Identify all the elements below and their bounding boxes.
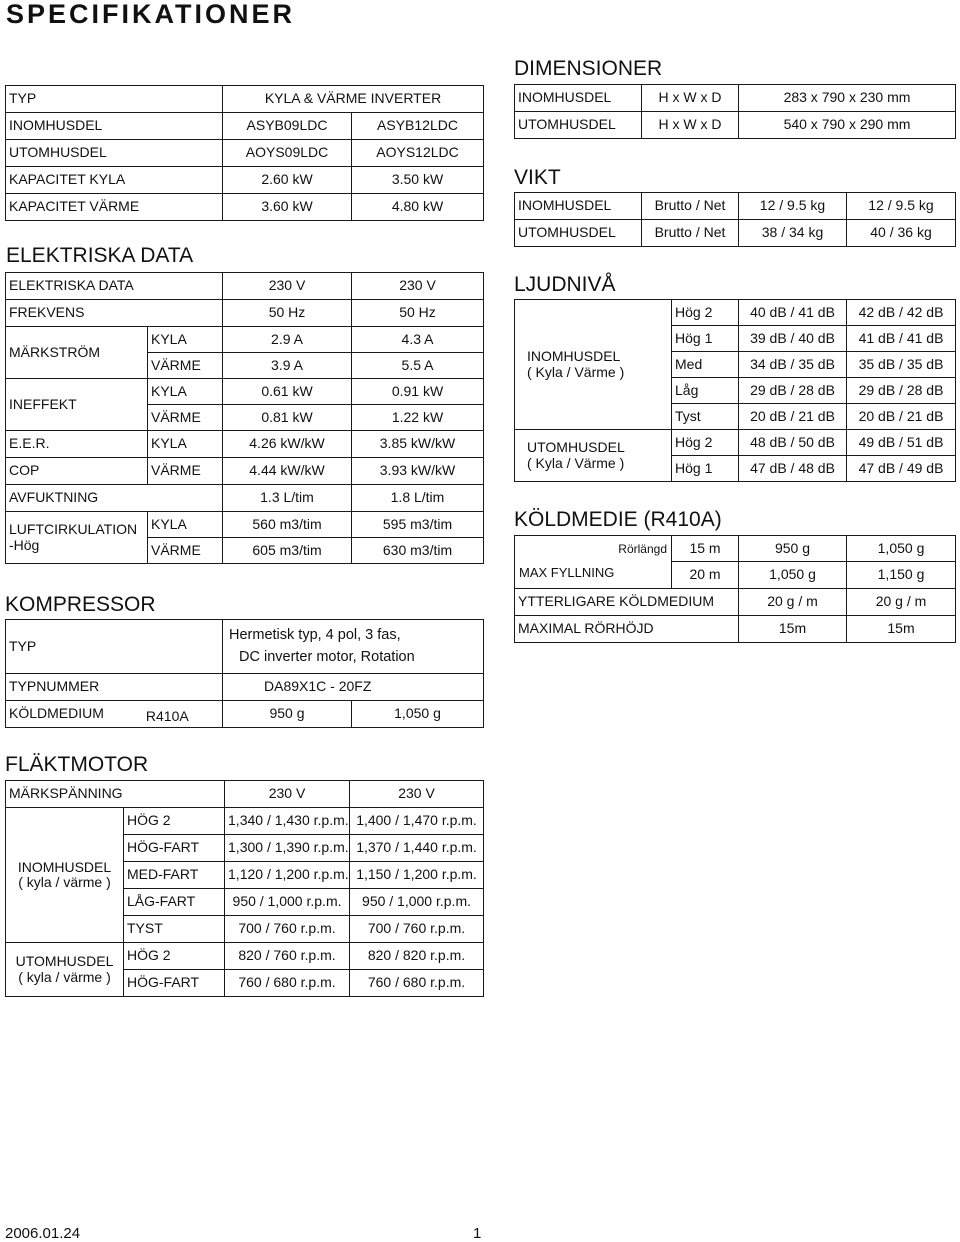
dim-inomhusdel-value: 283 x 790 x 230 mm bbox=[739, 85, 956, 112]
ljud-utomhusdel-line1: UTOMHUSDEL bbox=[527, 439, 625, 456]
vikt-utomhusdel-a: 38 / 34 kg bbox=[739, 220, 847, 247]
maximal-rorhojd-label: MAXIMAL RÖRHÖJD bbox=[515, 616, 739, 643]
max-fyllning-text: MAX FYLLNING bbox=[519, 565, 615, 581]
kapacitet-kyla-b: 3.50 kW bbox=[352, 167, 484, 194]
flakt-inom-mode: HÖG-FART bbox=[124, 835, 225, 862]
avfuktning-b: 1.8 L/tim bbox=[352, 485, 484, 512]
flaktmotor-table bbox=[5, 780, 484, 997]
ljud-inomhusdel-line1: INOMHUSDEL bbox=[527, 348, 621, 365]
typnummer-value: DA89X1C - 20FZ bbox=[223, 674, 484, 701]
ineffekt-varme-label: VÄRME bbox=[148, 405, 223, 431]
flakt-inom-mode: TYST bbox=[124, 916, 225, 943]
maximal-rorhojd-a: 15m bbox=[739, 616, 847, 643]
markstrom-varme-a: 3.9 A bbox=[223, 353, 352, 379]
luftcirkulation-label-line1: LUFTCIRKULATION bbox=[9, 521, 138, 538]
page-title: SPECIFIKATIONER bbox=[6, 0, 296, 29]
flakt-utom-a: 760 / 680 r.p.m. bbox=[225, 970, 350, 997]
flakt-inom-mode: MED-FART bbox=[124, 862, 225, 889]
flakt-utomhusdel-line1: UTOMHUSDEL bbox=[15, 953, 114, 970]
utomhusdel-model-a: AOYS09LDC bbox=[223, 140, 352, 167]
vikt-utomhusdel-unit: Brutto / Net bbox=[642, 220, 739, 247]
kompressor-typ-value bbox=[223, 620, 484, 674]
cop-b: 3.93 kW/kW bbox=[352, 458, 484, 485]
ljud-inom-a: 20 dB / 21 dB bbox=[739, 404, 847, 430]
ineffekt-varme-a: 0.81 kW bbox=[223, 405, 352, 431]
kapacitet-varme-a: 3.60 kW bbox=[223, 194, 352, 221]
koldmedium-a: 950 g bbox=[223, 701, 352, 728]
markstrom-varme-b: 5.5 A bbox=[352, 353, 484, 379]
flakt-inomhusdel-label bbox=[6, 808, 124, 943]
flakt-inom-b: 700 / 760 r.p.m. bbox=[350, 916, 484, 943]
ljud-utom-b: 49 dB / 51 dB bbox=[847, 430, 956, 456]
frekvens-a: 50 Hz bbox=[223, 300, 352, 327]
ytterligare-label: YTTERLIGARE KÖLDMEDIUM bbox=[515, 589, 739, 616]
ljud-inom-b: 35 dB / 35 dB bbox=[847, 352, 956, 378]
ljud-utom-mode: Hög 2 bbox=[672, 430, 739, 456]
kompressor-table bbox=[5, 619, 484, 728]
vikt-utomhusdel-label: UTOMHUSDEL bbox=[515, 220, 642, 247]
section-elektriska-data: ELEKTRISKA DATA bbox=[6, 244, 194, 267]
fyllning-15-a: 950 g bbox=[739, 536, 847, 562]
flakt-utomhusdel-line2: ( kyla / värme ) bbox=[18, 968, 111, 985]
fyllning-20-a: 1,050 g bbox=[739, 562, 847, 589]
ytterligare-b: 20 g / m bbox=[847, 589, 956, 616]
markspanning-b: 230 V bbox=[350, 781, 484, 808]
eer-mode: KYLA bbox=[148, 431, 223, 458]
elektriska-table bbox=[5, 272, 484, 564]
section-dimensioner: DIMENSIONER bbox=[514, 57, 663, 80]
utomhusdel-label: UTOMHUSDEL bbox=[6, 140, 223, 167]
kompressor-typ-line1: Hermetisk typ, 4 pol, 3 fas, bbox=[229, 626, 401, 643]
koldmedium-label-text: KÖLDMEDIUM bbox=[9, 705, 104, 722]
section-ljudniva: LJUDNIVÅ bbox=[514, 273, 616, 296]
eer-b: 3.85 kW/kW bbox=[352, 431, 484, 458]
kapacitet-kyla-a: 2.60 kW bbox=[223, 167, 352, 194]
flakt-inom-b: 1,370 / 1,440 r.p.m. bbox=[350, 835, 484, 862]
ljud-inom-a: 39 dB / 40 dB bbox=[739, 326, 847, 352]
section-vikt: VIKT bbox=[514, 166, 561, 189]
kompressor-typ-label: TYP bbox=[6, 620, 223, 674]
ljud-utom-b: 47 dB / 49 dB bbox=[847, 456, 956, 482]
markspanning-a: 230 V bbox=[225, 781, 350, 808]
ljudniva-table bbox=[514, 299, 956, 482]
dimensioner-table bbox=[514, 84, 956, 139]
markstrom-kyla-a: 2.9 A bbox=[223, 327, 352, 353]
fyllning-15-b: 1,050 g bbox=[847, 536, 956, 562]
cop-mode: VÄRME bbox=[148, 458, 223, 485]
ljud-inom-mode: Låg bbox=[672, 378, 739, 404]
koldmedium-type: R410A bbox=[145, 708, 189, 725]
vikt-inomhusdel-label: INOMHUSDEL bbox=[515, 193, 642, 220]
flakt-inom-b: 1,400 / 1,470 r.p.m. bbox=[350, 808, 484, 835]
typ-value: KYLA & VÄRME INVERTER bbox=[223, 86, 484, 113]
avfuktning-a: 1.3 L/tim bbox=[223, 485, 352, 512]
flakt-inom-mode: HÖG 2 bbox=[124, 808, 225, 835]
footer-date: 2006.01.24 bbox=[5, 1225, 81, 1242]
luft-kyla-label: KYLA bbox=[148, 512, 223, 538]
inomhusdel-model-b: ASYB12LDC bbox=[352, 113, 484, 140]
ljud-utom-a: 48 dB / 50 dB bbox=[739, 430, 847, 456]
ljud-inom-a: 29 dB / 28 dB bbox=[739, 378, 847, 404]
dim-inomhusdel-unit: H x W x D bbox=[642, 85, 739, 112]
utomhusdel-model-b: AOYS12LDC bbox=[352, 140, 484, 167]
max-fyllning-label bbox=[515, 536, 672, 589]
ineffekt-varme-b: 1.22 kW bbox=[352, 405, 484, 431]
vikt-inomhusdel-unit: Brutto / Net bbox=[642, 193, 739, 220]
flakt-utom-b: 820 / 820 r.p.m. bbox=[350, 943, 484, 970]
ljud-utom-a: 47 dB / 48 dB bbox=[739, 456, 847, 482]
ljud-inom-mode: Hög 1 bbox=[672, 326, 739, 352]
luft-varme-label: VÄRME bbox=[148, 538, 223, 564]
flakt-inom-a: 950 / 1,000 r.p.m. bbox=[225, 889, 350, 916]
inomhusdel-label: INOMHUSDEL bbox=[6, 113, 223, 140]
flakt-inom-a: 1,300 / 1,390 r.p.m. bbox=[225, 835, 350, 862]
luft-kyla-a: 560 m3/tim bbox=[223, 512, 352, 538]
ineffekt-kyla-b: 0.91 kW bbox=[352, 379, 484, 405]
ljud-utomhusdel-label bbox=[515, 430, 672, 482]
vikt-table bbox=[514, 192, 956, 247]
dim-utomhusdel-unit: H x W x D bbox=[642, 112, 739, 139]
rorlangd-15: 15 m bbox=[672, 536, 739, 562]
typ-table bbox=[5, 85, 484, 221]
ineffekt-kyla-a: 0.61 kW bbox=[223, 379, 352, 405]
markstrom-kyla-label: KYLA bbox=[148, 327, 223, 353]
flakt-inom-a: 1,120 / 1,200 r.p.m. bbox=[225, 862, 350, 889]
vikt-inomhusdel-b: 12 / 9.5 kg bbox=[847, 193, 956, 220]
flakt-inom-a: 700 / 760 r.p.m. bbox=[225, 916, 350, 943]
flakt-utom-mode: HÖG 2 bbox=[124, 943, 225, 970]
dim-inomhusdel-label: INOMHUSDEL bbox=[515, 85, 642, 112]
section-flaktmotor: FLÄKTMOTOR bbox=[5, 753, 149, 776]
elektriska-data-label: ELEKTRISKA DATA bbox=[6, 273, 223, 300]
rorlangd-20: 20 m bbox=[672, 562, 739, 589]
ljud-inomhusdel-line2: ( Kyla / Värme ) bbox=[527, 363, 625, 380]
spanning-b: 230 V bbox=[352, 273, 484, 300]
ljud-inom-mode: Tyst bbox=[672, 404, 739, 430]
ljud-inom-b: 41 dB / 41 dB bbox=[847, 326, 956, 352]
flakt-inomhusdel-line1: INOMHUSDEL bbox=[17, 858, 112, 875]
flakt-inomhusdel-line2: ( kyla / värme ) bbox=[18, 874, 111, 890]
ljud-utom-mode: Hög 1 bbox=[672, 456, 739, 482]
ljud-inom-mode: Hög 2 bbox=[672, 300, 739, 326]
section-kompressor: KOMPRESSOR bbox=[5, 593, 156, 616]
luftcirkulation-label-line2: -Hög bbox=[9, 536, 40, 553]
maximal-rorhojd-b: 15m bbox=[847, 616, 956, 643]
eer-label: E.E.R. bbox=[6, 431, 148, 458]
fyllning-20-b: 1,150 g bbox=[847, 562, 956, 589]
markstrom-label: MÄRKSTRÖM bbox=[6, 327, 148, 379]
spanning-a: 230 V bbox=[223, 273, 352, 300]
kapacitet-varme-label: KAPACITET VÄRME bbox=[6, 194, 223, 221]
cop-label: COP bbox=[6, 458, 148, 485]
inomhusdel-model-a: ASYB09LDC bbox=[223, 113, 352, 140]
ineffekt-label: INEFFEKT bbox=[6, 379, 148, 431]
section-koldmedie: KÖLDMEDIE (R410A) bbox=[514, 508, 722, 531]
koldmedium-b: 1,050 g bbox=[352, 701, 484, 728]
luft-varme-b: 630 m3/tim bbox=[352, 538, 484, 564]
flakt-utomhusdel-label bbox=[6, 943, 124, 997]
ineffekt-kyla-label: KYLA bbox=[148, 379, 223, 405]
markstrom-kyla-b: 4.3 A bbox=[352, 327, 484, 353]
footer-page-number: 1 bbox=[473, 1225, 482, 1242]
ljud-inom-b: 42 dB / 42 dB bbox=[847, 300, 956, 326]
kapacitet-kyla-label: KAPACITET KYLA bbox=[6, 167, 223, 194]
kapacitet-varme-b: 4.80 kW bbox=[352, 194, 484, 221]
ljud-inom-mode: Med bbox=[672, 352, 739, 378]
ytterligare-a: 20 g / m bbox=[739, 589, 847, 616]
vikt-utomhusdel-b: 40 / 36 kg bbox=[847, 220, 956, 247]
koldmedium-label bbox=[6, 701, 223, 728]
markstrom-varme-label: VÄRME bbox=[148, 353, 223, 379]
luft-varme-a: 605 m3/tim bbox=[223, 538, 352, 564]
flakt-inom-mode: LÅG-FART bbox=[124, 889, 225, 916]
frekvens-b: 50 Hz bbox=[352, 300, 484, 327]
typ-label: TYP bbox=[6, 86, 223, 113]
ljud-inom-b: 29 dB / 28 dB bbox=[847, 378, 956, 404]
ljud-utomhusdel-line2: ( Kyla / Värme ) bbox=[527, 454, 625, 471]
kompressor-typ-line2: DC inverter motor, Rotation bbox=[239, 648, 415, 665]
frekvens-label: FREKVENS bbox=[6, 300, 223, 327]
flakt-inom-b: 950 / 1,000 r.p.m. bbox=[350, 889, 484, 916]
luft-kyla-b: 595 m3/tim bbox=[352, 512, 484, 538]
flakt-utom-mode: HÖG-FART bbox=[124, 970, 225, 997]
eer-a: 4.26 kW/kW bbox=[223, 431, 352, 458]
ljud-inom-a: 34 dB / 35 dB bbox=[739, 352, 847, 378]
flakt-inom-b: 1,150 / 1,200 r.p.m. bbox=[350, 862, 484, 889]
markspanning-label: MÄRKSPÄNNING bbox=[6, 781, 225, 808]
ljud-inomhusdel-label bbox=[515, 300, 672, 430]
koldmedie-table bbox=[514, 535, 956, 643]
luftcirkulation-label bbox=[6, 512, 148, 564]
vikt-inomhusdel-a: 12 / 9.5 kg bbox=[739, 193, 847, 220]
flakt-inom-a: 1,340 / 1,430 r.p.m. bbox=[225, 808, 350, 835]
dim-utomhusdel-value: 540 x 790 x 290 mm bbox=[739, 112, 956, 139]
typnummer-label: TYPNUMMER bbox=[6, 674, 223, 701]
flakt-utom-b: 760 / 680 r.p.m. bbox=[350, 970, 484, 997]
ljud-inom-b: 20 dB / 21 dB bbox=[847, 404, 956, 430]
flakt-utom-a: 820 / 760 r.p.m. bbox=[225, 943, 350, 970]
ljud-inom-a: 40 dB / 41 dB bbox=[739, 300, 847, 326]
cop-a: 4.44 kW/kW bbox=[223, 458, 352, 485]
avfuktning-label: AVFUKTNING bbox=[6, 485, 223, 512]
dim-utomhusdel-label: UTOMHUSDEL bbox=[515, 112, 642, 139]
rorlangd-label: Rörlängd bbox=[618, 542, 667, 557]
